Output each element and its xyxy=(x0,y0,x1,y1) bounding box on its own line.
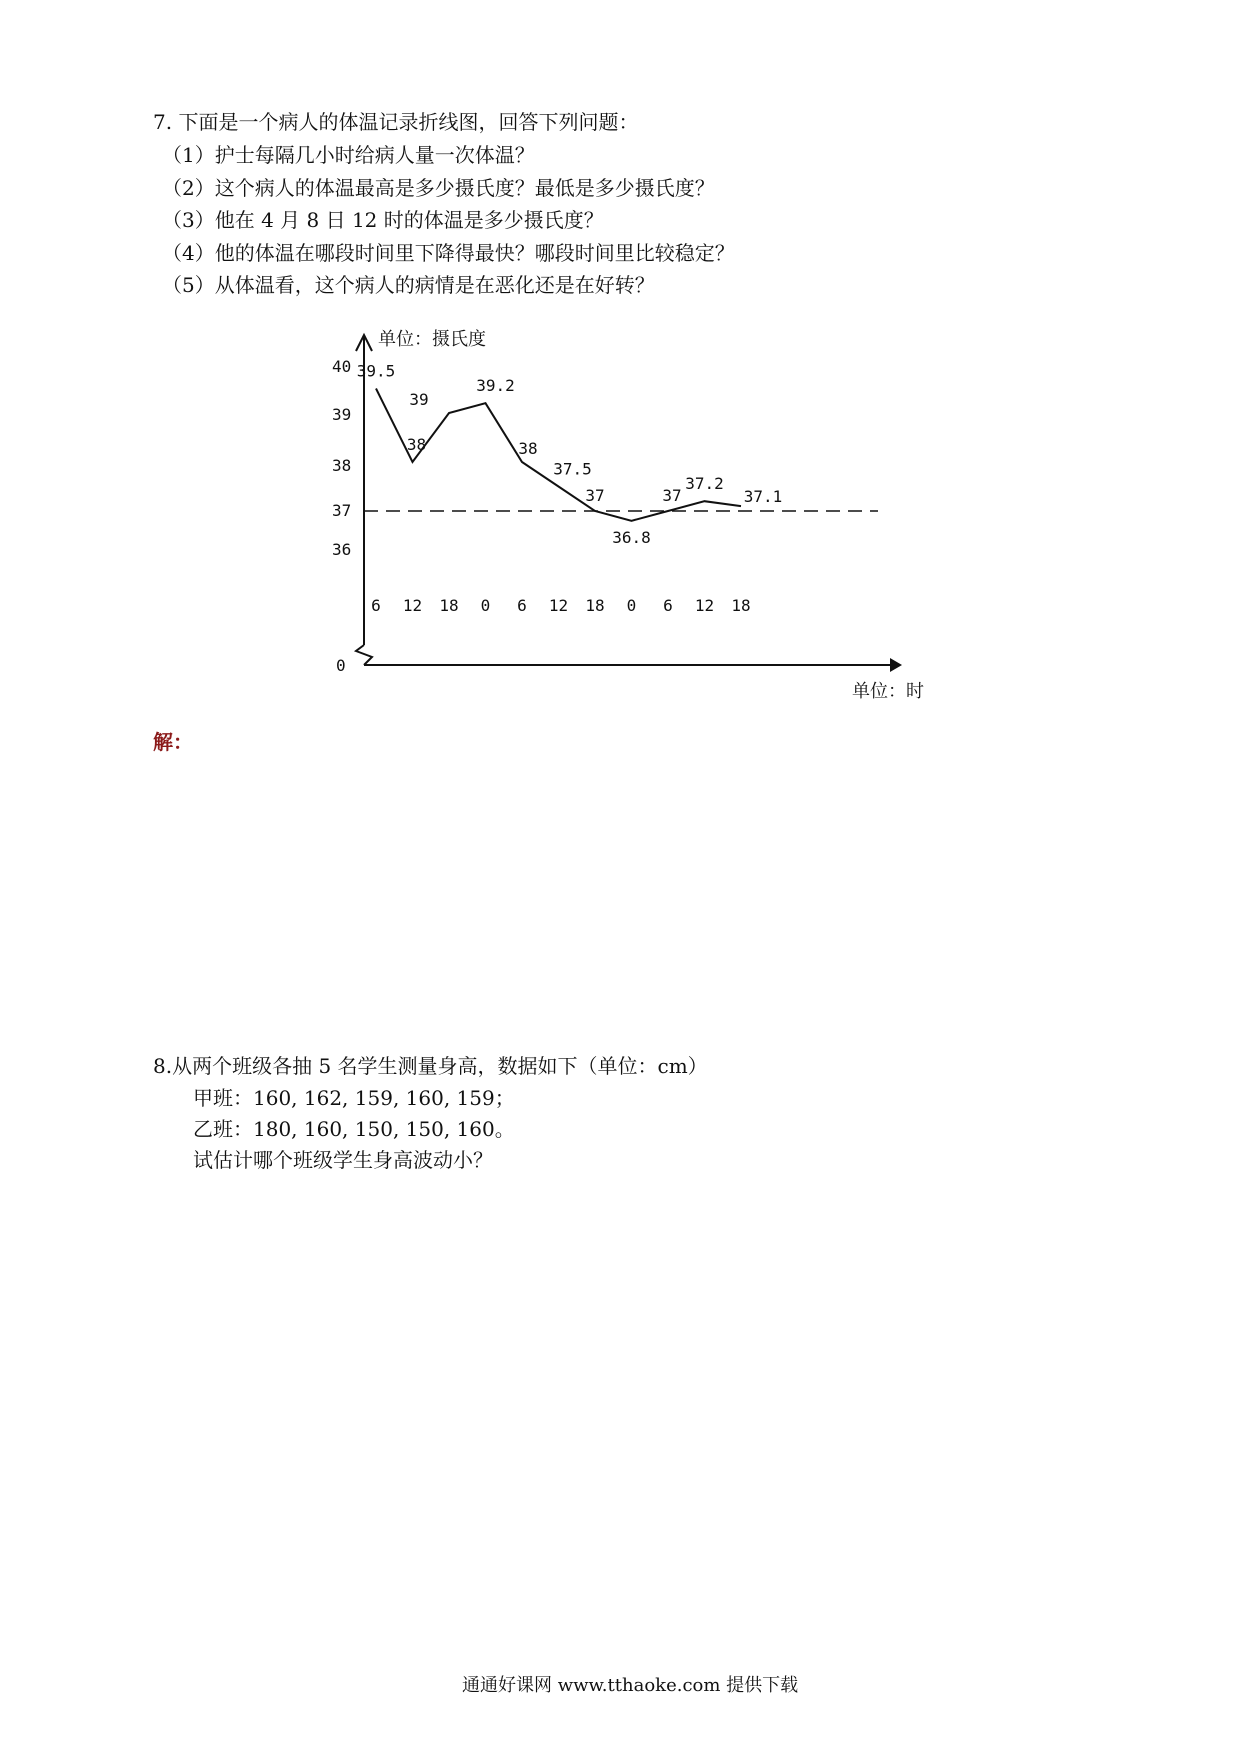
y-tick-label-37: 37 xyxy=(332,501,352,520)
x-axis-title: 单位：时 xyxy=(852,681,924,702)
data-labels xyxy=(357,362,783,547)
y-tick-label-39: 39 xyxy=(332,405,352,424)
footer-source: 通通好课网 www.tthaoke.com 提供下载 xyxy=(462,1675,799,1696)
x-tick-label: 18 xyxy=(585,596,605,615)
x-tick-label: 6 xyxy=(663,596,673,615)
question-7-item-5: （5）从体温看，这个病人的病情是在恶化还是在好转？ xyxy=(162,273,655,297)
x-tick-label: 18 xyxy=(731,596,751,615)
data-label: 39 xyxy=(409,390,429,409)
question-7-item-2: （2）这个病人的体温最高是多少摄氏度？最低是多少摄氏度？ xyxy=(162,176,715,200)
question-7-title: 7. 下面是一个病人的体温记录折线图，回答下列问题： xyxy=(153,110,639,134)
data-label: 38 xyxy=(406,435,427,454)
question-7-item-4: （4）他的体温在哪段时间里下降得最快？哪段时间里比较稳定？ xyxy=(162,241,735,265)
x-tick-label: 6 xyxy=(517,596,527,615)
data-label: 37.2 xyxy=(685,474,724,494)
y-tick-label-38: 38 xyxy=(332,456,352,475)
x-tick-label: 12 xyxy=(694,596,715,615)
chart-svg xyxy=(330,325,950,715)
data-label: 39.5 xyxy=(356,361,396,381)
data-label: 37 xyxy=(662,486,682,505)
x-tick-label: 12 xyxy=(402,596,423,615)
data-label: 39.2 xyxy=(476,376,515,396)
data-label: 38 xyxy=(518,439,538,458)
question-7-item-1: （1）护士每隔几小时给病人量一次体温？ xyxy=(162,143,535,167)
data-label: 36.8 xyxy=(612,527,651,547)
question-7-item-3: （3）他在 4 月 8 日 12 时的体温是多少摄氏度？ xyxy=(162,208,604,232)
y-tick-label-36: 36 xyxy=(332,540,352,559)
x-tick-labels xyxy=(371,596,750,615)
class-a-data: 甲班：160, 162, 159, 160, 159； xyxy=(193,1086,515,1110)
x-tick-label: 12 xyxy=(548,596,569,615)
data-label: 37 xyxy=(585,486,605,505)
answer-label: 解： xyxy=(153,730,193,754)
axis-break-mark xyxy=(356,645,372,665)
x-axis-arrow xyxy=(890,658,902,672)
y-tick-label-40: 40 xyxy=(332,357,352,376)
data-label: 37.5 xyxy=(553,459,592,479)
y-axis-title: 单位：摄氏度 xyxy=(378,329,486,350)
x-tick-label: 6 xyxy=(371,596,381,615)
temperature-line-chart xyxy=(330,325,950,715)
x-tick-label: 18 xyxy=(439,596,459,615)
question-8-prompt: 试估计哪个班级学生身高波动小？ xyxy=(193,1148,493,1172)
class-b-data: 乙班：180, 160, 150, 150, 160。 xyxy=(193,1117,515,1141)
y-tick-label-0: 0 xyxy=(336,656,346,675)
x-tick-label: 0 xyxy=(480,596,491,615)
x-tick-label: 0 xyxy=(626,596,637,615)
data-label: 37.1 xyxy=(743,487,783,507)
temperature-series-line xyxy=(376,389,741,521)
question-8-title: 8.从两个班级各抽 5 名学生测量身高，数据如下（单位：cm） xyxy=(153,1054,708,1078)
